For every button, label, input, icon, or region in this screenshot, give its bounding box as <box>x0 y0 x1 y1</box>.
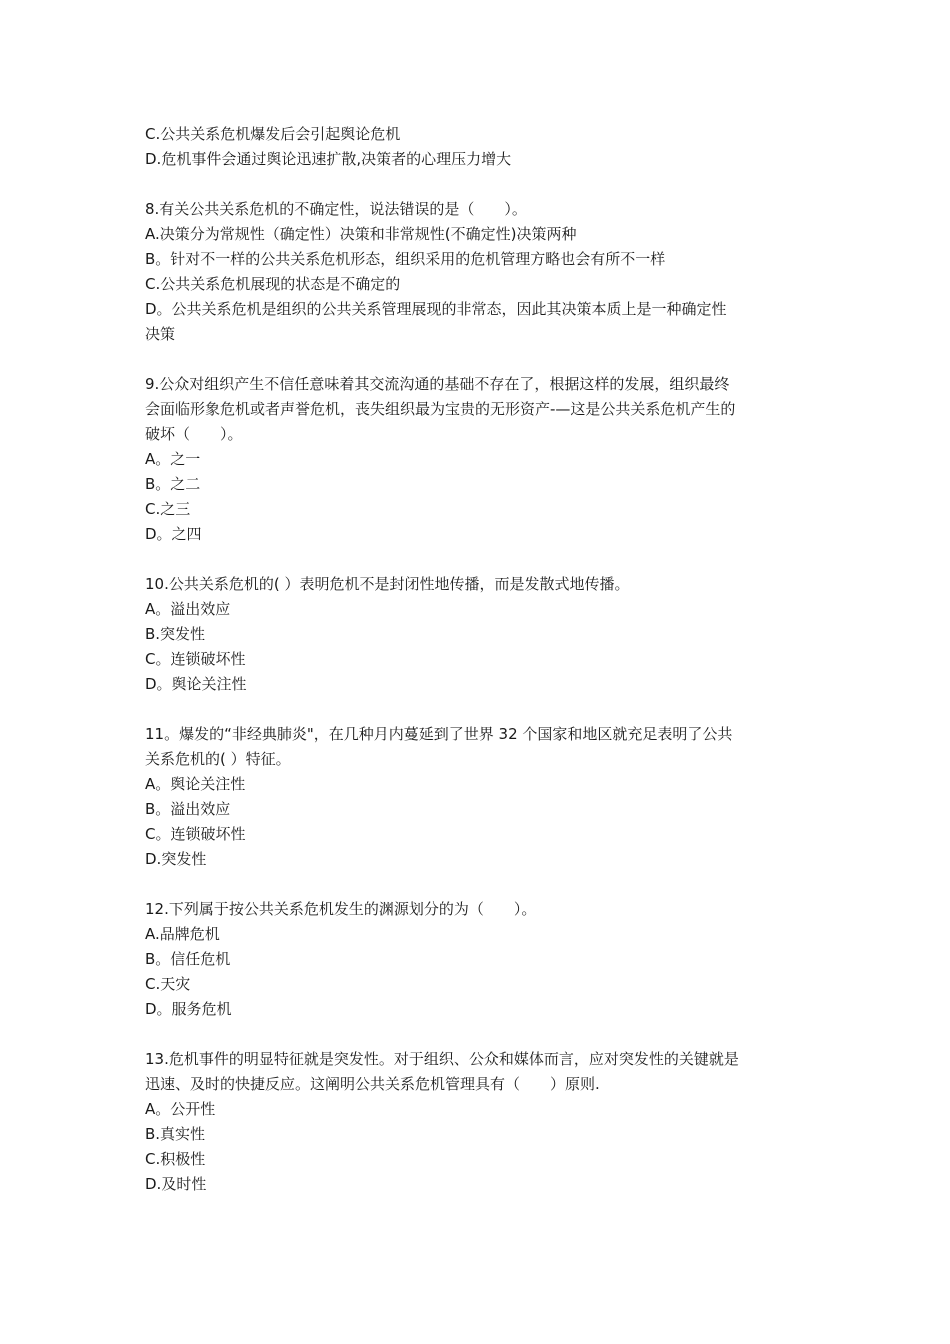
option-line: A。舆论关注性 <box>145 775 246 793</box>
paragraph-gap <box>145 697 815 722</box>
option-line: A.品牌危机 <box>145 925 220 943</box>
option-line: D。舆论关注性 <box>145 675 247 693</box>
paragraph-gap <box>145 1022 815 1047</box>
option-line: B。信任危机 <box>145 950 231 968</box>
option-line: D。之四 <box>145 525 202 543</box>
option-line: A.决策分为常规性（确定性）决策和非常规性(不确定性)决策两种 <box>145 225 577 243</box>
option-line: A。溢出效应 <box>145 600 231 618</box>
option-line: C.公共关系危机爆发后会引起舆论危机 <box>145 125 401 143</box>
option-line: D.突发性 <box>145 850 207 868</box>
question-stem: 13.危机事件的明显特征就是突发性。对于组织、公众和媒体而言，应对突发性的关键就是 <box>145 1050 739 1068</box>
question-stem: 11。爆发的“非经典肺炎"，在几种月内蔓延到了世界 32 个国家和地区就充足表明了公共 <box>145 725 733 743</box>
question-stem: 10.公共关系危机的( ）表明危机不是封闭性地传播，而是发散式地传播。 <box>145 575 630 593</box>
question-stem: 8.有关公共关系危机的不确定性，说法错误的是（ ）。 <box>145 200 527 218</box>
document-page <box>145 122 815 1197</box>
option-line: 决策 <box>145 325 176 343</box>
option-line: B.真实性 <box>145 1125 206 1143</box>
option-line: C.之三 <box>145 500 191 518</box>
option-line: B。之二 <box>145 475 201 493</box>
question-stem: 会面临形象危机或者声誉危机，丧失组织最为宝贵的无形资产-—这是公共关系危机产生的 <box>145 400 736 418</box>
question-stem: 12.下列属于按公共关系危机发生的渊源划分的为（ ）。 <box>145 900 537 918</box>
option-line: D。服务危机 <box>145 1000 232 1018</box>
question-10 <box>145 572 815 697</box>
question-stem: 破坏（ ）。 <box>145 425 243 443</box>
previous-question-options <box>145 122 815 172</box>
option-line: C.天灾 <box>145 975 191 993</box>
option-line: A。之一 <box>145 450 201 468</box>
question-8 <box>145 197 815 347</box>
option-line: A。公开性 <box>145 1100 216 1118</box>
question-stem: 迅速、及时的快捷反应。这阐明公共关系危机管理具有（ ）原则. <box>145 1075 600 1093</box>
question-stem: 关系危机的( ）特征。 <box>145 750 291 768</box>
question-9 <box>145 372 815 547</box>
question-13 <box>145 1047 815 1197</box>
option-line: B.突发性 <box>145 625 206 643</box>
paragraph-gap <box>145 172 815 197</box>
option-line: C.积极性 <box>145 1150 206 1168</box>
option-line: D.及时性 <box>145 1175 207 1193</box>
paragraph-gap <box>145 347 815 372</box>
question-stem: 9.公众对组织产生不信任意味着其交流沟通的基础不存在了，根据这样的发展，组织最终 <box>145 375 730 393</box>
option-line: B。针对不一样的公共关系危机形态，组织采用的危机管理方略也会有所不一样 <box>145 250 666 268</box>
paragraph-gap <box>145 547 815 572</box>
question-12 <box>145 897 815 1022</box>
question-11 <box>145 722 815 872</box>
option-line: D.危机事件会通过舆论迅速扩散,决策者的心理压力增大 <box>145 150 512 168</box>
paragraph-gap <box>145 872 815 897</box>
option-line: C。连锁破坏性 <box>145 825 246 843</box>
option-line: C.公共关系危机展现的状态是不确定的 <box>145 275 401 293</box>
option-line: B。溢出效应 <box>145 800 231 818</box>
option-line: C。连锁破坏性 <box>145 650 246 668</box>
option-line: D。公共关系危机是组织的公共关系管理展现的非常态，因此其决策本质上是一种确定性 <box>145 300 727 318</box>
